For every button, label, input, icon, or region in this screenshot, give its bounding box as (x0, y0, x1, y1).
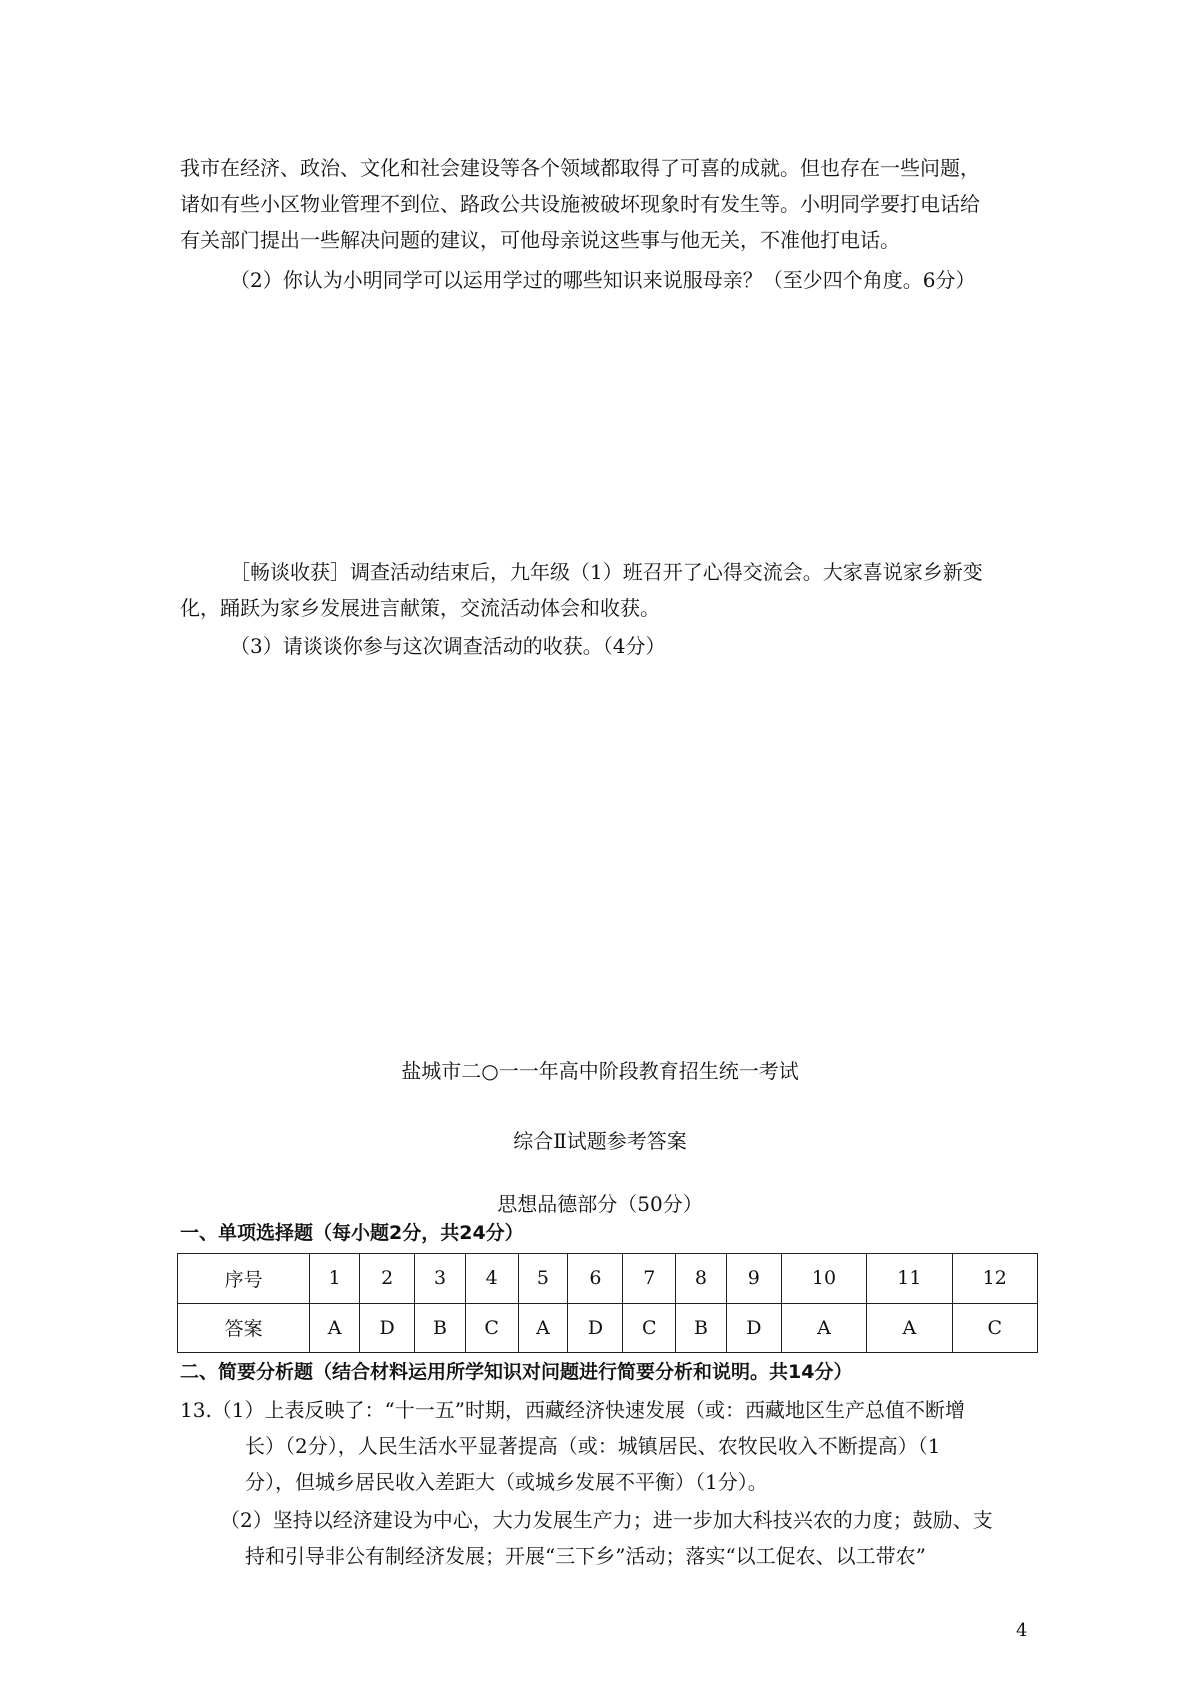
question-number: 8 (676, 1254, 727, 1304)
answer-cell: A (518, 1303, 568, 1353)
question-number: 6 (568, 1254, 623, 1304)
question-number: 3 (415, 1254, 466, 1304)
harvest-material-line-1: ［畅谈收获］调查活动结束后，九年级（1）班召开了心得交流会。大家喜说家乡新变 (230, 560, 983, 584)
question-material-line-2: 诸如有些小区物业管理不到位、路政公共设施被破坏现象时有发生等。小明同学要打电话给 (180, 192, 980, 216)
question-number: 1 (310, 1254, 360, 1304)
answer-cell: C (465, 1303, 518, 1353)
answer-13-1-line-2: 长）（2分），人民生活水平显著提高（或：城镇居民、农牧民收入不断提高）（1 (245, 1434, 941, 1458)
answer-cell: C (623, 1303, 676, 1353)
answer-cell: C (952, 1303, 1037, 1353)
question-3: （3）请谈谈你参与这次调查活动的收获。（4分） (230, 634, 666, 658)
question-number: 2 (360, 1254, 415, 1304)
answer-cell: A (310, 1303, 360, 1353)
page-number: 4 (1016, 1620, 1028, 1641)
row-label: 答案 (178, 1303, 310, 1353)
question-number: 9 (726, 1254, 781, 1304)
question-number: 11 (867, 1254, 952, 1304)
answer-cell: B (676, 1303, 727, 1353)
question-number: 10 (781, 1254, 866, 1304)
answer-cell: B (415, 1303, 466, 1353)
question-material-line-3: 有关部门提出一些解决问题的建议，可他母亲说这些事与他无关，不准他打电话。 (180, 228, 900, 252)
answer-13-2-line-2: 持和引导非公有制经济发展；开展“三下乡”活动；落实“以工促农、以工带农” (245, 1544, 926, 1568)
answer-13-1-line-1: 13.（1）上表反映了：“十一五”时期，西藏经济快速发展（或：西藏地区生产总值不断增 (180, 1398, 965, 1422)
question-number: 4 (465, 1254, 518, 1304)
row-label: 序号 (178, 1254, 310, 1304)
table-row-answers (178, 1303, 1038, 1353)
question-material-line-1: 我市在经济、政治、文化和社会建设等各个领域都取得了可喜的成就。但也存在一些问题， (180, 156, 980, 180)
question-2: （2）你认为小明同学可以运用学过的哪些知识来说服母亲？（至少四个角度。6分） (230, 268, 976, 292)
answer-cell: D (568, 1303, 623, 1353)
question-number: 7 (623, 1254, 676, 1304)
answer-table (177, 1253, 1038, 1353)
question-number: 12 (952, 1254, 1037, 1304)
answer-key-subtitle: 综合Ⅱ试题参考答案 (513, 1129, 687, 1153)
answer-cell: D (726, 1303, 781, 1353)
answer-cell: A (867, 1303, 952, 1353)
part2-heading: 二、简要分析题（结合材料运用所学知识对问题进行简要分析和说明。共14分） (180, 1361, 853, 1383)
answer-cell: D (360, 1303, 415, 1353)
table-row-numbers (178, 1254, 1038, 1304)
answer-13-1-line-3: 分），但城乡居民收入差距大（或城乡发展不平衡）（1分）。 (245, 1470, 768, 1494)
answer-cell: A (781, 1303, 866, 1353)
answer-key-section: 思想品德部分（50分） (497, 1192, 703, 1216)
part1-heading: 一、单项选择题（每小题2分，共24分） (180, 1222, 524, 1244)
answer-key-title: 盐城市二○一一年高中阶段教育招生统一考试 (401, 1059, 799, 1083)
question-number: 5 (518, 1254, 568, 1304)
harvest-material-line-2: 化，踊跃为家乡发展进言献策，交流活动体会和收获。 (180, 596, 660, 620)
answer-13-2-line-1: （2）坚持以经济建设为中心，大力发展生产力；进一步加大科技兴农的力度；鼓励、支 (220, 1508, 993, 1532)
